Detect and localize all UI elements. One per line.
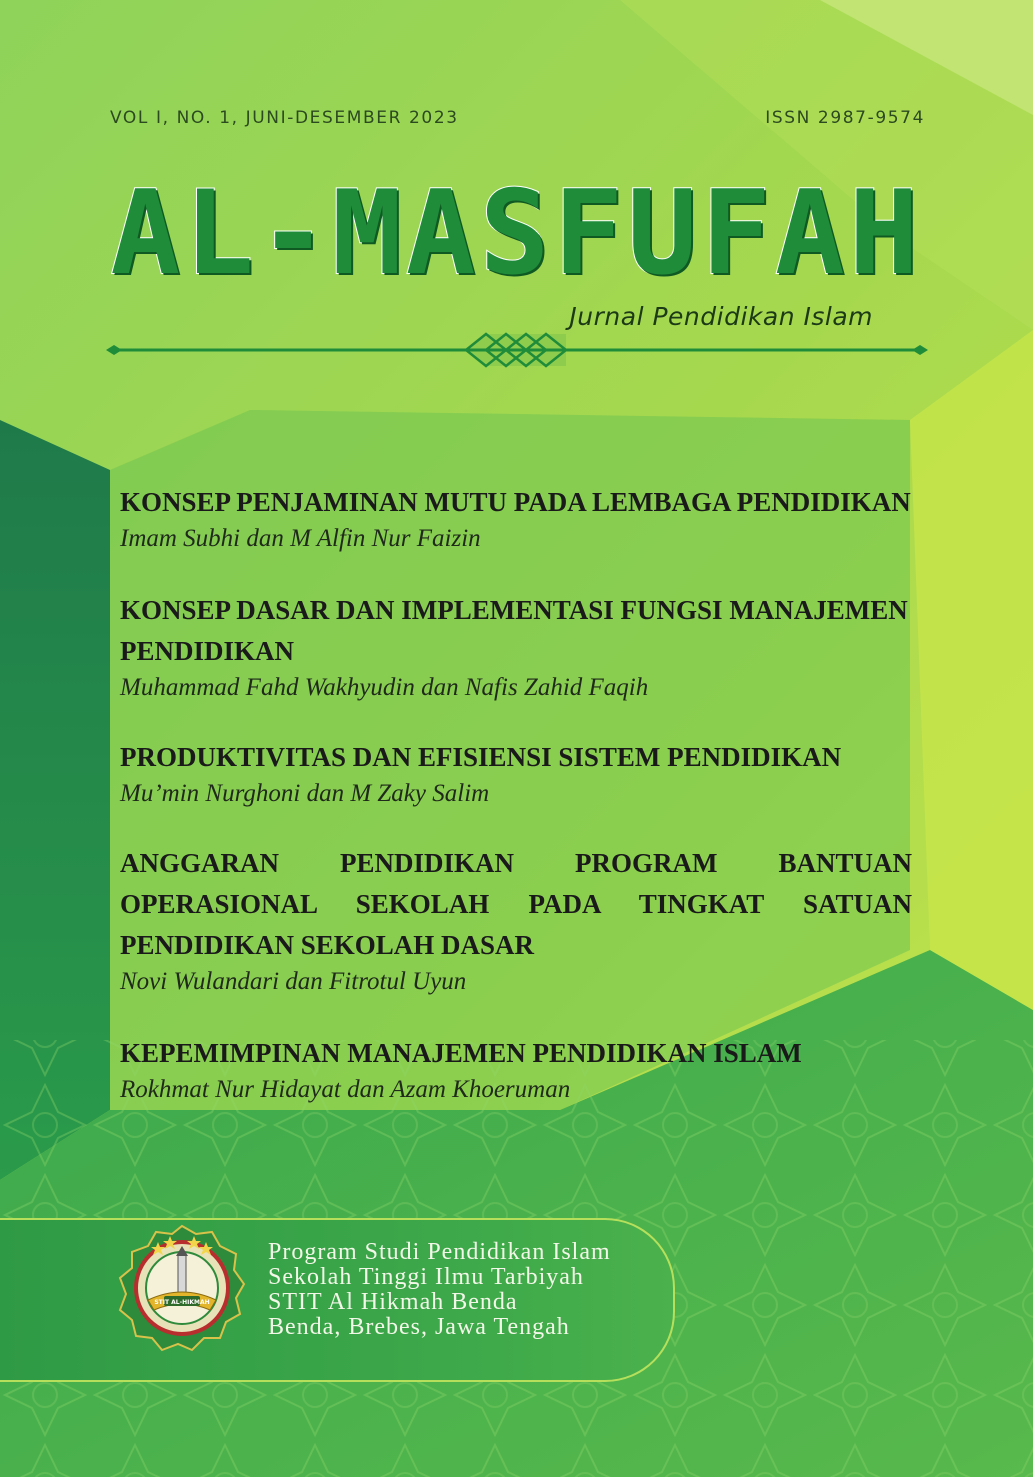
publisher-line: Program Studi Pendidikan Islam xyxy=(268,1239,611,1265)
publisher-info xyxy=(268,1240,611,1340)
journal-subtitle: Jurnal Pendidikan Islam xyxy=(569,302,873,331)
article-title: PRODUKTIVITAS DAN EFISIENSI SISTEM PENDIDIKAN xyxy=(120,742,842,772)
article-authors: Mu’min Nurghoni dan M Zaky Salim xyxy=(120,780,490,807)
publisher-line: Benda, Brebes, Jawa Tengah xyxy=(268,1314,570,1340)
article-authors: Novi Wulandari dan Fitrotul Uyun xyxy=(120,968,467,995)
ornament-divider xyxy=(106,330,928,370)
article-3 xyxy=(120,737,912,810)
article-title-line: OPERASIONAL SEKOLAH PADA TINGKAT SATUAN xyxy=(120,889,912,919)
article-title-line: PENDIDIKAN SEKOLAH DASAR xyxy=(120,930,535,960)
logo-text: STIT AL-HIKMAH xyxy=(154,1299,210,1306)
article-authors: Muhammad Fahd Wakhyudin dan Nafis Zahid Faqih xyxy=(120,674,649,701)
journal-title-text: AL-MASFUFAH xyxy=(110,166,923,301)
article-title-line: KONSEP DASAR DAN IMPLEMENTASI FUNGSI MANAJEMEN xyxy=(120,595,908,625)
institution-logo-icon xyxy=(118,1224,246,1352)
publisher-line: Sekolah Tinggi Ilmu Tarbiyah xyxy=(268,1264,584,1290)
article-1 xyxy=(120,482,912,555)
article-authors: Imam Subhi dan M Alfin Nur Faizin xyxy=(120,525,481,552)
article-5 xyxy=(120,1033,912,1106)
article-title-line: PENDIDIKAN xyxy=(120,636,295,666)
article-authors: Rokhmat Nur Hidayat dan Azam Khoeruman xyxy=(120,1076,571,1103)
issn-number: ISSN 2987-9574 xyxy=(765,108,925,128)
article-title: KEPEMIMPINAN MANAJEMEN PENDIDIKAN ISLAM xyxy=(120,1038,802,1068)
article-4 xyxy=(120,843,912,998)
journal-title xyxy=(0,166,1033,301)
volume-info: VOL I, NO. 1, JUNI-DESEMBER 2023 xyxy=(110,108,459,128)
article-title-line: ANGGARAN PENDIDIKAN PROGRAM BANTUAN xyxy=(120,848,912,878)
publisher-line: STIT Al Hikmah Benda xyxy=(268,1289,518,1315)
article-2 xyxy=(120,590,912,704)
article-title: KONSEP PENJAMINAN MUTU PADA LEMBAGA PENDIDIKAN xyxy=(120,487,911,517)
